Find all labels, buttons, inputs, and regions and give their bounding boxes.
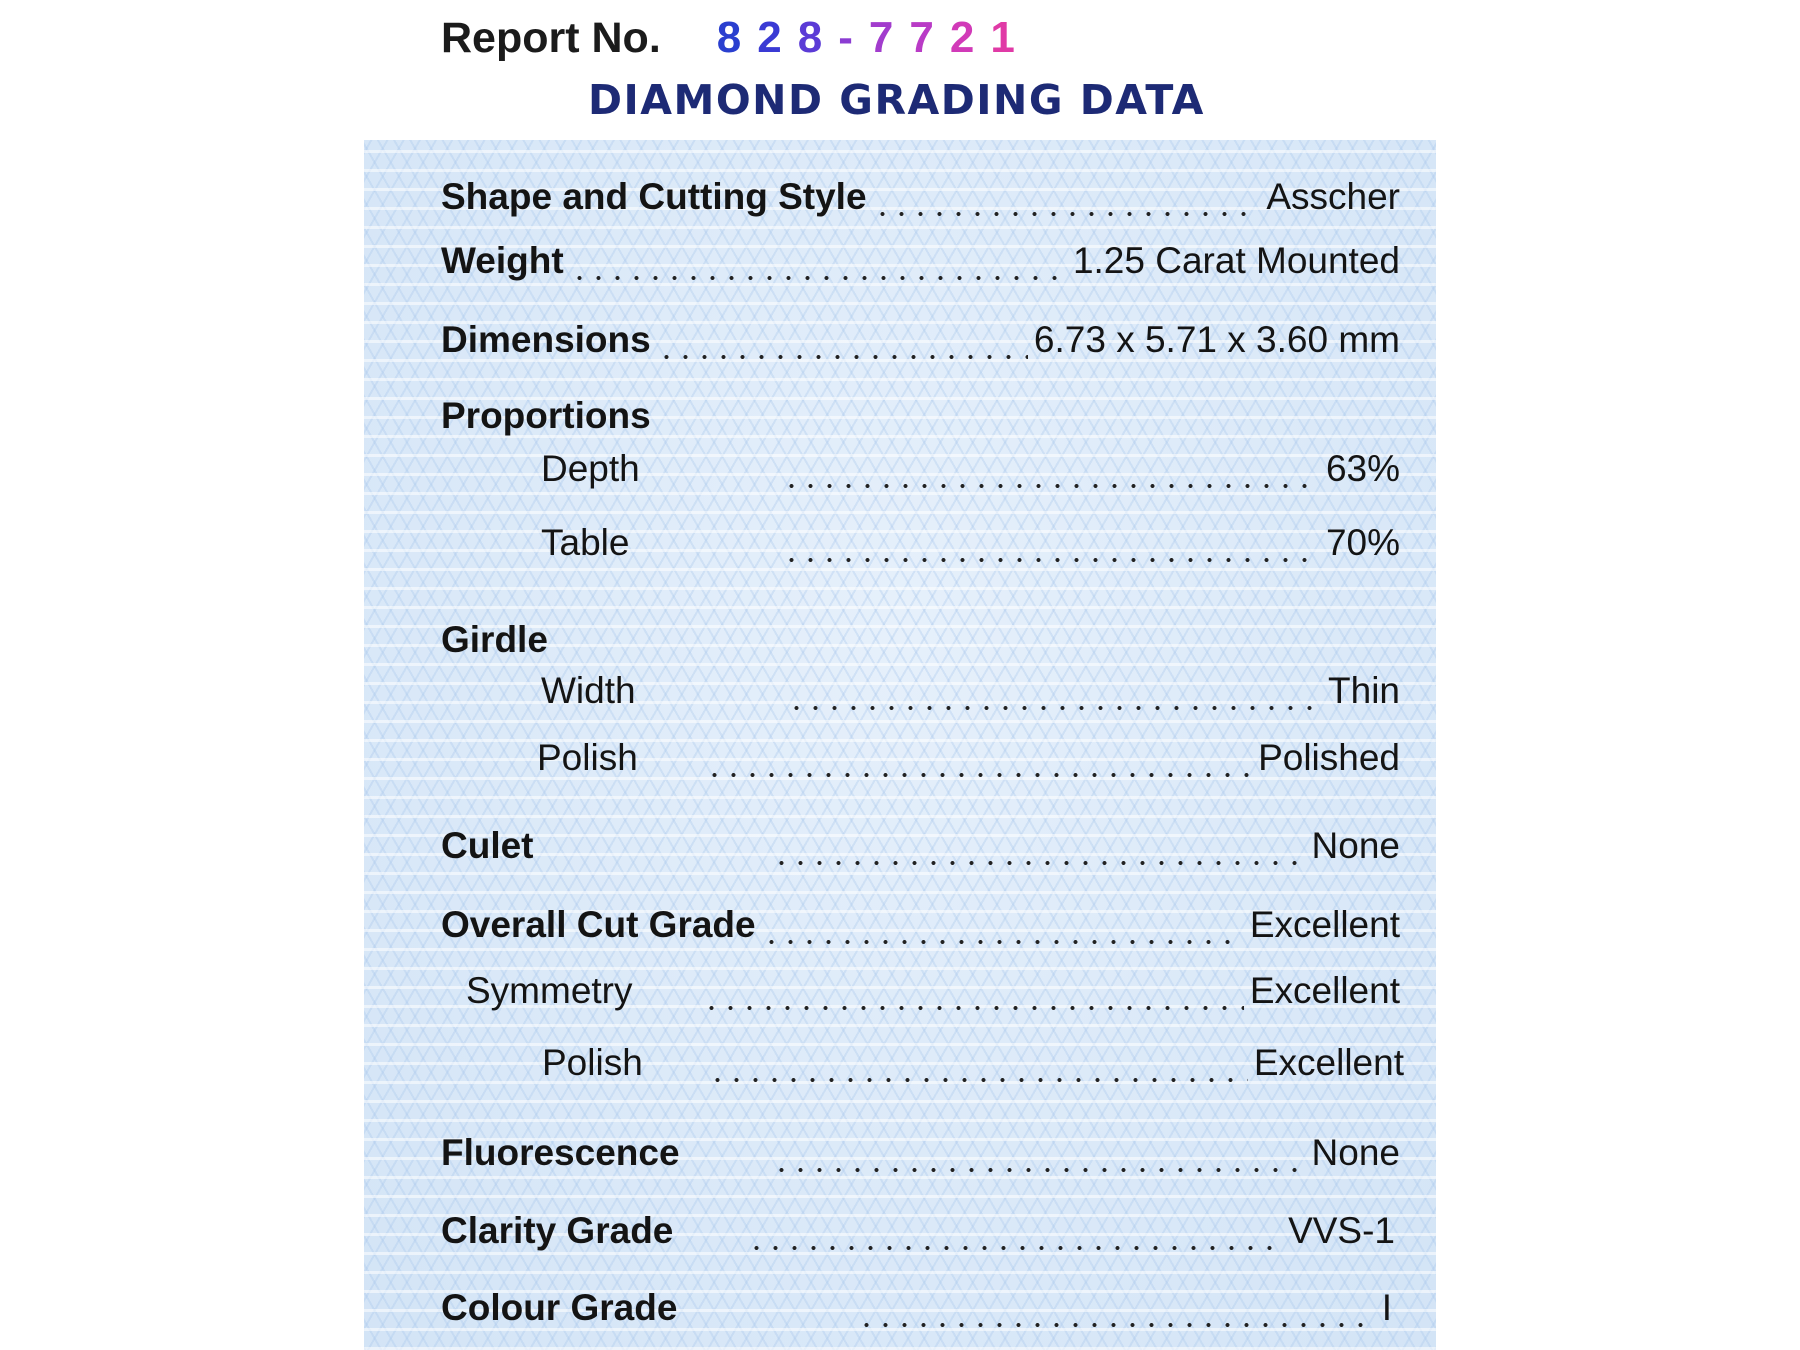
- weight-label: Weight: [441, 240, 564, 281]
- shape-value: Asscher: [1266, 176, 1400, 217]
- leader-dots: [705, 735, 1252, 781]
- row-culet: [441, 823, 1400, 869]
- row-cut-grade: [441, 902, 1400, 948]
- report-number-digit: 2: [949, 13, 975, 62]
- row-symmetry: [466, 968, 1400, 1014]
- symmetry-value: Excellent: [1249, 970, 1400, 1011]
- leader-dots: [857, 1285, 1376, 1331]
- girdle-width-value: Thin: [1328, 670, 1400, 711]
- row-cut-polish: [542, 1040, 1404, 1086]
- report-number-digit: 7: [909, 13, 934, 62]
- row-girdle-width: [541, 668, 1400, 714]
- leader-dots: [762, 902, 1244, 948]
- report-number-digit: 2: [757, 13, 782, 62]
- leader-dots: [772, 1130, 1306, 1176]
- dimensions-value: 6.73 x 5.71 x 3.60 mm: [1033, 319, 1400, 360]
- row-colour: [441, 1285, 1392, 1331]
- report-number-digit: 7: [868, 13, 894, 62]
- girdle-label: Girdle: [441, 619, 548, 660]
- report-number-digit: -: [838, 13, 853, 62]
- fluorescence-label: Fluorescence: [441, 1132, 680, 1173]
- cut-grade-label: Overall Cut Grade: [441, 904, 756, 945]
- table-label: Table: [541, 522, 630, 563]
- colour-label: Colour Grade: [441, 1287, 678, 1328]
- shape-label: Shape and Cutting Style: [441, 176, 867, 217]
- girdle-polish-value: Polished: [1258, 737, 1400, 778]
- leader-dots: [708, 1040, 1248, 1086]
- depth-label: Depth: [541, 448, 640, 489]
- leader-dots: [747, 1208, 1282, 1254]
- leader-dots: [570, 238, 1067, 284]
- weight-value: 1.25 Carat Mounted: [1072, 240, 1400, 281]
- table-value: 70%: [1325, 522, 1400, 563]
- clarity-value: VVS-1: [1288, 1210, 1395, 1251]
- proportions-label: Proportions: [441, 395, 651, 436]
- report-number-line: [441, 8, 1031, 68]
- report-label: Report No.: [441, 13, 661, 62]
- report-number-digit: 8: [797, 13, 823, 62]
- clarity-label: Clarity Grade: [441, 1210, 674, 1251]
- girdle-polish-label: Polish: [537, 737, 638, 778]
- row-proportions-heading: [441, 393, 651, 439]
- row-dimensions: [441, 317, 1400, 363]
- row-depth: [541, 446, 1400, 492]
- row-clarity: [441, 1208, 1395, 1254]
- leader-dots: [772, 823, 1306, 869]
- girdle-width-label: Width: [541, 670, 636, 711]
- cut-polish-label: Polish: [542, 1042, 643, 1083]
- colour-value: I: [1381, 1287, 1392, 1328]
- symmetry-label: Symmetry: [466, 970, 633, 1011]
- row-weight: [441, 238, 1400, 284]
- row-fluorescence: [441, 1130, 1400, 1176]
- leader-dots: [782, 446, 1320, 492]
- report-number: [717, 13, 1031, 63]
- culet-label: Culet: [441, 825, 534, 866]
- report-number-digit: 1: [990, 13, 1015, 62]
- culet-value: None: [1311, 825, 1400, 866]
- row-girdle-polish: [537, 735, 1400, 781]
- row-girdle-heading: [441, 617, 548, 663]
- cut-polish-value: Excellent: [1253, 1042, 1404, 1083]
- report-number-digit: 8: [716, 13, 742, 62]
- fluorescence-value: None: [1311, 1132, 1400, 1173]
- leader-dots: [657, 317, 1028, 363]
- dimensions-label: Dimensions: [441, 319, 651, 360]
- cut-grade-value: Excellent: [1249, 904, 1400, 945]
- row-table: [541, 520, 1400, 566]
- leader-dots: [702, 968, 1244, 1014]
- leader-dots: [782, 520, 1320, 566]
- depth-value: 63%: [1325, 448, 1400, 489]
- row-shape: [441, 174, 1400, 220]
- document-title: DIAMOND GRADING DATA: [588, 76, 1205, 124]
- leader-dots: [787, 668, 1322, 714]
- leader-dots: [873, 174, 1261, 220]
